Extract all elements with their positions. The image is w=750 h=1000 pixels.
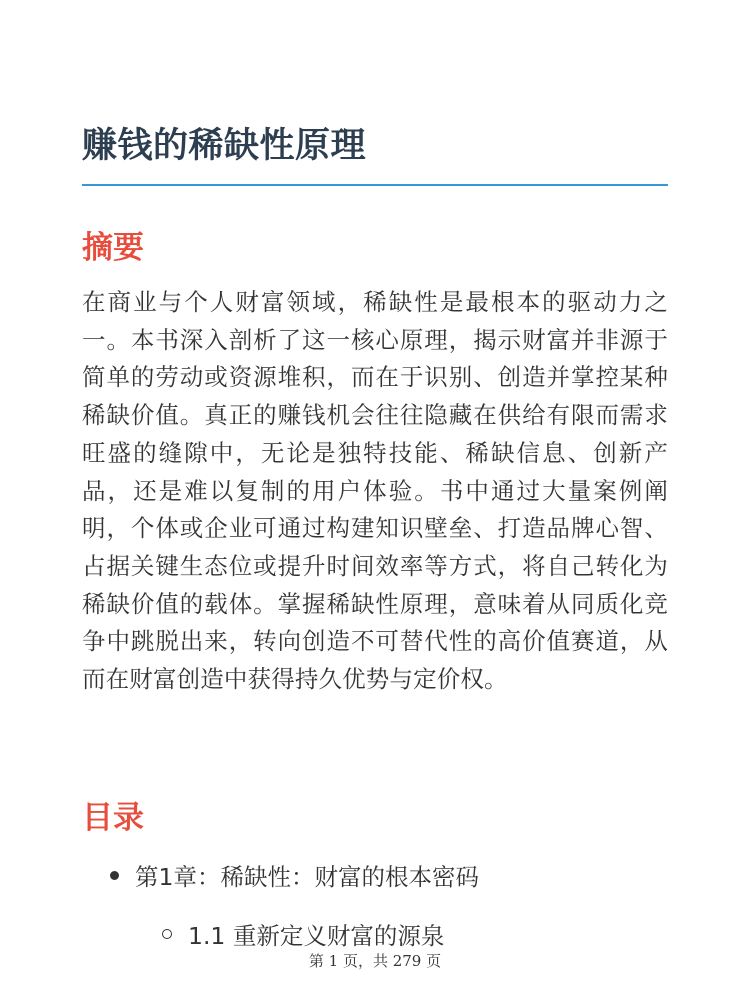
document-title: 赚钱的稀缺性原理 (82, 126, 367, 166)
abstract-heading: 摘要 (82, 230, 144, 266)
bullet-disc-icon (110, 871, 119, 880)
bullet-circle-icon (162, 929, 172, 939)
toc-item-section-1-1[interactable] (162, 917, 444, 951)
toc-item-chapter-1[interactable] (110, 858, 479, 892)
toc-section-label: 1.1 重新定义财富的源泉 (188, 922, 445, 950)
title-divider (82, 184, 668, 186)
toc-heading: 目录 (82, 800, 144, 836)
abstract-paragraph: 在商业与个人财富领域，稀缺性是最根本的驱动力之一。本书深入剖析了这一核心原理，揭示财富并非源于简单的劳动或资源堆积，而在于识别、创造并掌控某种稀缺价值。真正的赚钱机会往往隐藏在供给有限而需求旺盛的缝隙中，无论是独特技能、稀缺信息、创新产品，还是难以复制的用户体验。书中通过大量案例阐明，个体或企业可通过构建知识壁垒、打造品牌心智、占据关键生态位或提升时间效率等方式，将自己转化为稀缺价值的载体。掌握稀缺性原理，意味着从同质化竞争中跳脱出来，转向创造不可替代性的高价值赛道，从而在财富创造中获得持久优势与定价权。 (82, 288, 668, 694)
toc-chapter-label: 第1章：稀缺性：财富的根本密码 (135, 863, 479, 891)
page-footer: 第 1 页，共 279 页 (308, 952, 442, 970)
